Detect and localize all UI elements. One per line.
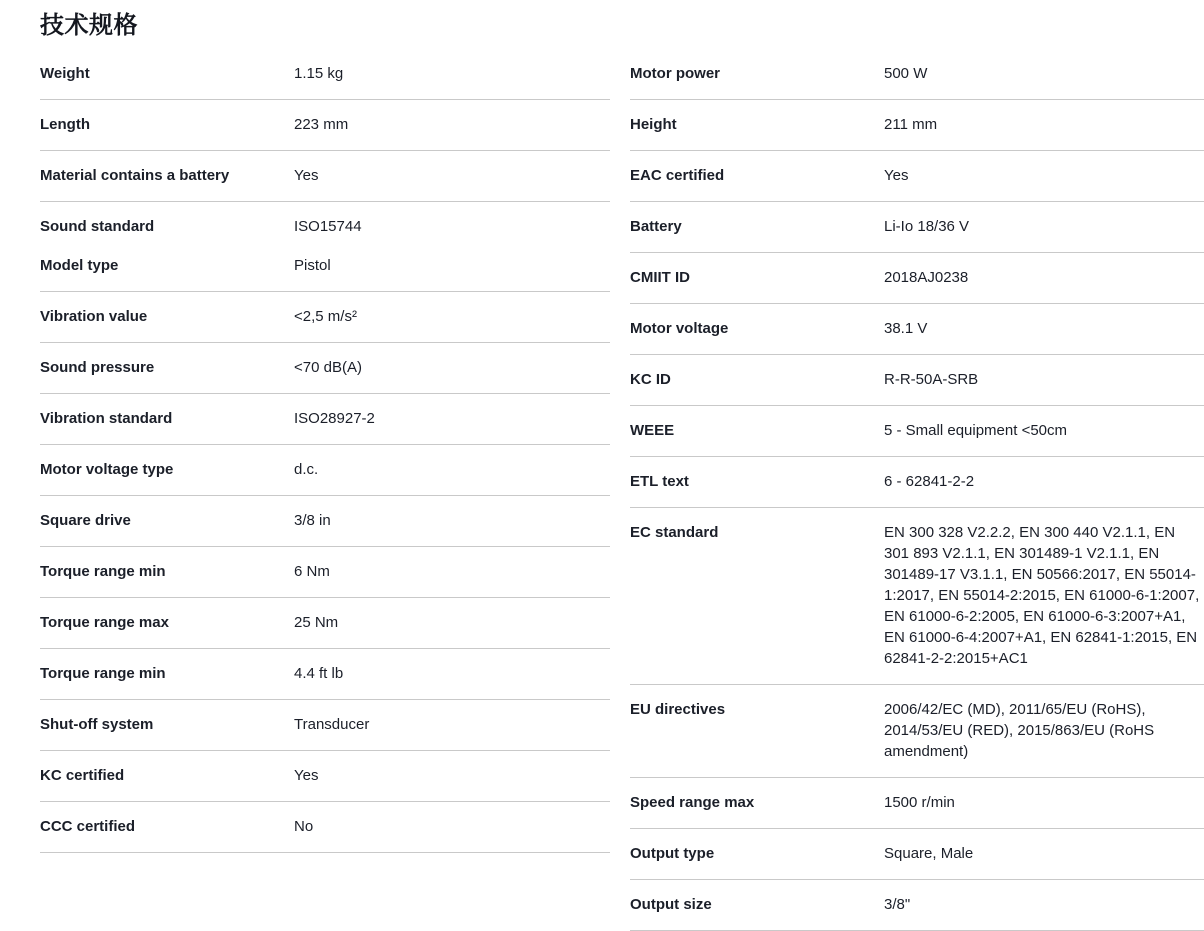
spec-label: Sound pressure <box>40 359 155 376</box>
spec-row <box>40 151 610 202</box>
spec-label: KC ID <box>630 371 671 388</box>
spec-label: Vibration value <box>40 308 148 325</box>
spec-label: Length <box>40 116 90 133</box>
spec-value: 1.15 kg <box>294 65 344 82</box>
spec-label: Model type <box>40 257 119 274</box>
spec-label: Height <box>630 116 677 133</box>
spec-label: ETL text <box>630 473 689 490</box>
spec-value: 211 mm <box>884 116 938 133</box>
spec-page <box>0 10 1204 931</box>
spec-row <box>40 751 610 802</box>
page-title: 技术规格 <box>40 12 138 39</box>
spec-value: Li-Io 18/36 V <box>884 218 970 235</box>
spec-columns <box>40 49 1204 931</box>
spec-value: EN 300 328 V2.2.2, EN 300 440 V2.1.1, EN 301 893 V2.1.1, EN 301489-1 V2.1.1, EN 301489-17 V3.1.1, EN 50566:2017, EN 55014-1:2017, EN 55014-2:2015, EN 61000-6-1:2007, EN 61000-6-2:2005, EN 61000-6-3:2007+A1, EN 61000-6-4:2007+A1, EN 62841-1:2015, EN 62841-2-2:2015+AC1 <box>884 524 1200 667</box>
spec-label: EC standard <box>630 524 719 541</box>
spec-row <box>630 406 1204 457</box>
spec-row <box>40 241 610 292</box>
spec-value: 4.4 ft lb <box>294 665 344 682</box>
spec-row <box>40 649 610 700</box>
spec-row <box>40 292 610 343</box>
spec-row <box>40 445 610 496</box>
spec-label: Battery <box>630 218 682 235</box>
spec-value: 2018AJ0238 <box>884 269 969 286</box>
spec-row <box>630 778 1204 829</box>
spec-row <box>630 202 1204 253</box>
spec-label: Weight <box>40 65 90 82</box>
spec-row <box>40 343 610 394</box>
spec-label: Shut-off system <box>40 716 154 733</box>
spec-row <box>40 802 610 853</box>
spec-value: Pistol <box>294 257 331 274</box>
spec-label: CCC certified <box>40 818 136 835</box>
spec-row <box>630 304 1204 355</box>
spec-label: Square drive <box>40 512 131 529</box>
spec-label: WEEE <box>630 422 675 439</box>
spec-value: 5 - Small equipment <50cm <box>884 422 1068 439</box>
spec-value: <70 dB(A) <box>294 359 362 376</box>
spec-value: ISO15744 <box>294 218 362 235</box>
spec-row <box>630 685 1204 778</box>
spec-label: Motor power <box>630 65 720 82</box>
spec-value: Square, Male <box>884 845 974 862</box>
spec-label: Material contains a battery <box>40 167 230 184</box>
spec-row <box>630 100 1204 151</box>
spec-value: 3/8 in <box>294 512 331 529</box>
spec-row <box>630 253 1204 304</box>
spec-value: Yes <box>294 167 319 184</box>
spec-label: Torque range min <box>40 563 166 580</box>
spec-column-right <box>630 49 1204 931</box>
spec-label: Output size <box>630 896 712 913</box>
spec-label: Motor voltage type <box>40 461 174 478</box>
spec-row <box>630 151 1204 202</box>
spec-value: No <box>294 818 314 835</box>
spec-value: Yes <box>884 167 909 184</box>
spec-row <box>40 49 610 100</box>
spec-value: 6 Nm <box>294 563 330 580</box>
spec-value: ISO28927-2 <box>294 410 375 427</box>
spec-column-left <box>40 49 610 853</box>
spec-row <box>40 394 610 445</box>
spec-label: Sound standard <box>40 218 155 235</box>
spec-row <box>40 100 610 151</box>
spec-label: EU directives <box>630 701 726 718</box>
spec-row <box>630 829 1204 880</box>
spec-row <box>40 598 610 649</box>
spec-label: Speed range max <box>630 794 755 811</box>
spec-label: Torque range min <box>40 665 166 682</box>
spec-label: Vibration standard <box>40 410 173 427</box>
spec-row <box>630 355 1204 406</box>
spec-value: d.c. <box>294 461 319 478</box>
spec-value: <2,5 m/s² <box>294 308 357 325</box>
spec-row <box>630 457 1204 508</box>
spec-row <box>630 508 1204 685</box>
spec-value: Yes <box>294 767 319 784</box>
spec-value: 6 - 62841-2-2 <box>884 473 975 490</box>
spec-row <box>40 547 610 598</box>
spec-value: 2006/42/EC (MD), 2011/65/EU (RoHS), 2014/53/EU (RED), 2015/863/EU (RoHS amendment) <box>884 701 1155 760</box>
spec-row <box>40 700 610 751</box>
spec-value: Transducer <box>294 716 370 733</box>
spec-row <box>630 49 1204 100</box>
spec-value: 223 mm <box>294 116 349 133</box>
spec-row <box>630 880 1204 931</box>
spec-label: CMIIT ID <box>630 269 690 286</box>
spec-value: 500 W <box>884 65 928 82</box>
spec-value: 25 Nm <box>294 614 339 631</box>
spec-label: EAC certified <box>630 167 725 184</box>
spec-label: Output type <box>630 845 715 862</box>
spec-label: Motor voltage <box>630 320 729 337</box>
spec-row <box>40 202 610 241</box>
spec-value: 38.1 V <box>884 320 928 337</box>
spec-label: KC certified <box>40 767 125 784</box>
spec-value: R-R-50A-SRB <box>884 371 979 388</box>
spec-label: Torque range max <box>40 614 169 631</box>
spec-value: 3/8" <box>884 896 911 913</box>
spec-row <box>40 496 610 547</box>
spec-value: 1500 r/min <box>884 794 955 811</box>
